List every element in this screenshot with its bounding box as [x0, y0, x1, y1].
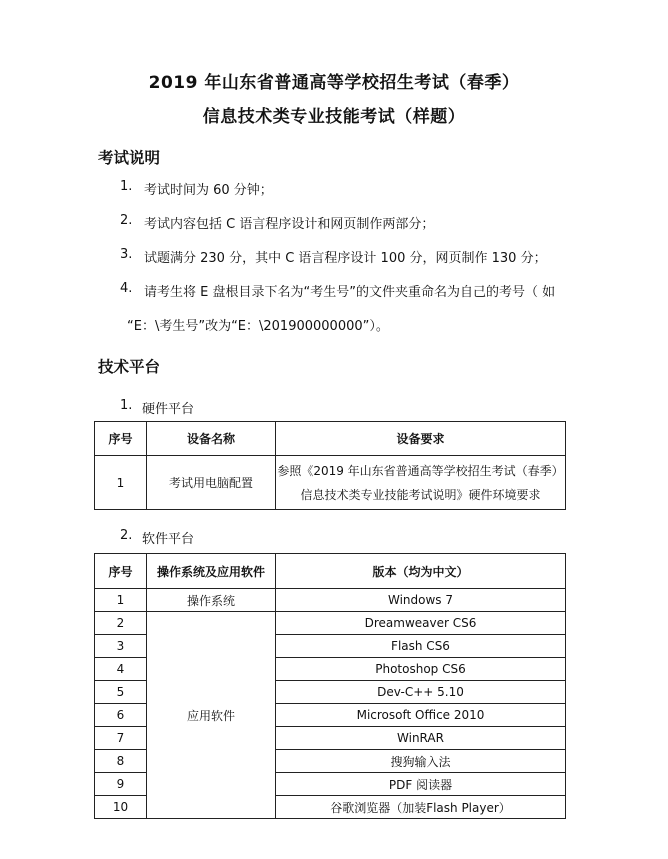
document-title-line-2: 信息技术类专业技能考试（样题） [202, 107, 466, 127]
note-2-number: 2. [120, 213, 133, 228]
table-row-version: 谷歌浏览器（加装Flash Player） [276, 796, 566, 819]
hardware-header-name: 设备名称 [147, 422, 276, 456]
software-caption-number: 2. [120, 528, 133, 543]
hardware-requirement-line-1: 参照《2019 年山东省普通高等学校招生考试（春季） [277, 463, 564, 478]
os-label: 操作系统 [147, 589, 276, 612]
hardware-row-no: 1 [95, 456, 147, 510]
note-4-text: 请考生将 E 盘根目录下名为“考生号”的文件夹重命名为自己的考号（ 如 [144, 285, 556, 300]
software-header-software: 操作系统及应用软件 [147, 554, 276, 589]
hardware-requirement-line-2: 信息技术类专业技能考试说明》硬件环境要求 [300, 487, 541, 502]
app-software-label: 应用软件 [147, 612, 276, 819]
table-row-no: 6 [95, 704, 147, 727]
exam-notes-heading: 考试说明 [98, 149, 161, 167]
table-row-version: PDF 阅读器 [276, 773, 566, 796]
table-row-no: 1 [95, 589, 147, 612]
table-row-no: 2 [95, 612, 147, 635]
software-table [94, 553, 566, 819]
table-row-version: Dev-C++ 5.10 [276, 681, 566, 704]
table-row-no: 9 [95, 773, 147, 796]
document-title-line-1: 2019 年山东省普通高等学校招生考试（春季） [148, 73, 520, 93]
table-row-version: Flash CS6 [276, 635, 566, 658]
table-row-version: WinRAR [276, 727, 566, 750]
hardware-row-name: 考试用电脑配置 [147, 456, 276, 510]
table-row-no: 4 [95, 658, 147, 681]
note-1-text: 考试时间为 60 分钟； [144, 183, 273, 198]
hardware-row-requirement [276, 456, 566, 510]
table-row-no: 10 [95, 796, 147, 819]
note-2-text: 考试内容包括 C 语言程序设计和网页制作两部分； [144, 217, 435, 232]
table-row-version: Windows 7 [276, 589, 566, 612]
hardware-header-requirement: 设备要求 [276, 422, 566, 456]
table-row-no: 5 [95, 681, 147, 704]
hardware-caption: 硬件平台 [142, 402, 195, 417]
software-header-no: 序号 [95, 554, 147, 589]
note-4-continuation: “E：\考生号”改为“E：\201900000000”）。 [127, 319, 389, 334]
hardware-table [94, 421, 566, 510]
note-3-text: 试题满分 230 分，其中 C 语言程序设计 100 分，网页制作 130 分； [144, 251, 547, 266]
table-row-no: 8 [95, 750, 147, 773]
note-3-number: 3. [120, 247, 133, 262]
table-row-version: Photoshop CS6 [276, 658, 566, 681]
hardware-caption-number: 1. [120, 398, 133, 413]
note-4-number: 4. [120, 281, 133, 296]
table-row-no: 7 [95, 727, 147, 750]
platform-heading: 技术平台 [98, 358, 161, 376]
table-row-no: 3 [95, 635, 147, 658]
table-row-version: Microsoft Office 2010 [276, 704, 566, 727]
table-row-version: 搜狗输入法 [276, 750, 566, 773]
note-1-number: 1. [120, 179, 133, 194]
hardware-header-no: 序号 [95, 422, 147, 456]
software-header-version: 版本（均为中文） [276, 554, 566, 589]
software-caption: 软件平台 [142, 532, 195, 547]
table-row-version: Dreamweaver CS6 [276, 612, 566, 635]
